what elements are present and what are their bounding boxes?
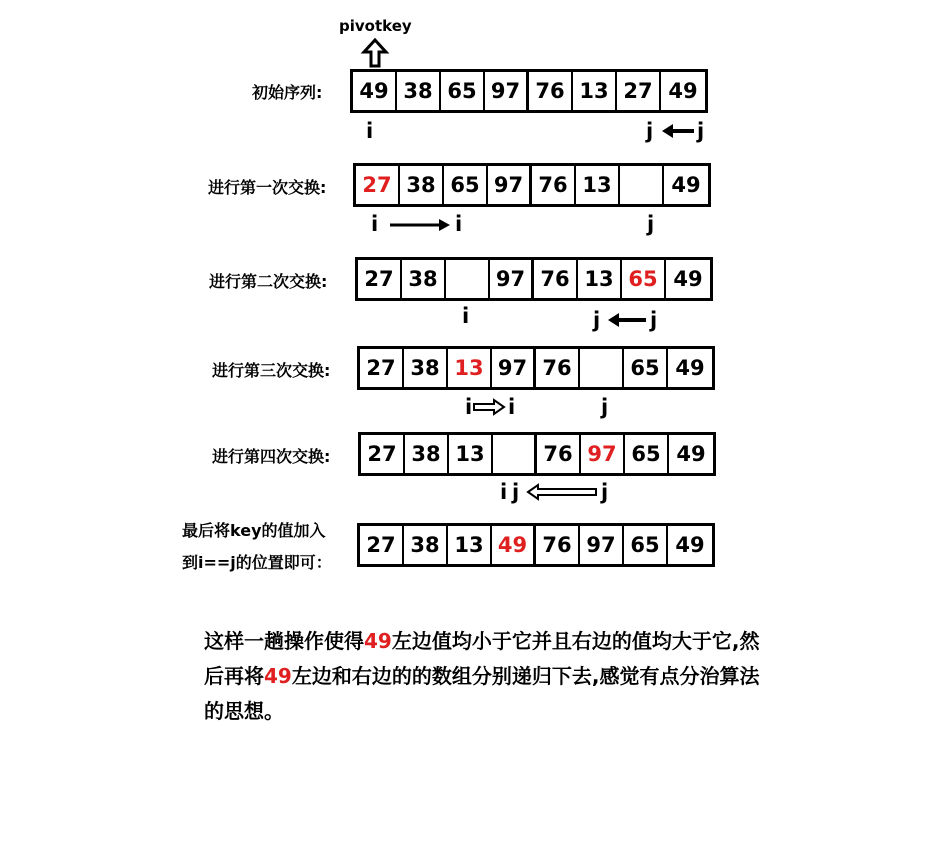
array-cell: 97: [490, 260, 534, 298]
note-text: 左边和右边的的数组分别递归下去,感觉有点分治算法: [291, 664, 760, 688]
array-cell: 27: [358, 260, 402, 298]
array-cell: 38: [400, 166, 444, 204]
array-cell: 49: [492, 526, 536, 564]
array-cell: 65: [624, 349, 668, 387]
marker-i: i: [500, 480, 508, 504]
sequence-row-second-swap: [355, 257, 713, 301]
conclusion-line-2: [204, 659, 759, 694]
note-text: 后再将: [204, 664, 264, 688]
note-text: 的思想。: [204, 699, 284, 723]
array-cell: 27: [617, 72, 661, 110]
sequence-row-first-swap: [353, 163, 711, 207]
array-cell: 49: [675, 356, 705, 380]
marker-i: i: [366, 119, 374, 143]
array-cell: 49: [673, 267, 703, 291]
array-cell: 27: [361, 435, 405, 473]
array-cell: 76: [534, 260, 578, 298]
array-cell: 38: [404, 349, 448, 387]
array-cell: 27: [356, 166, 400, 204]
conclusion-line-3: [204, 694, 284, 729]
array-cell: 27: [360, 349, 404, 387]
array-cell: 65: [441, 72, 485, 110]
sequence-row-initial: [350, 69, 708, 113]
array-cell: 13: [578, 260, 622, 298]
step-label-second-swap: 进行第二次交换:: [209, 272, 328, 291]
marker-i-new: i: [508, 395, 516, 419]
marker-j-new: j: [512, 480, 520, 504]
pivotkey-label: pivotkey: [339, 17, 412, 35]
conclusion-line-1: [204, 624, 759, 659]
array-cell: 65: [444, 166, 488, 204]
array-cell: 38: [404, 526, 448, 564]
marker-j: j: [650, 308, 658, 332]
array-cell: [493, 435, 537, 473]
array-cell: [580, 349, 624, 387]
sequence-row-third-swap: [357, 346, 715, 390]
note-highlight-number: 49: [364, 629, 392, 653]
array-cell: 97: [581, 435, 625, 473]
marker-i-new: i: [455, 212, 463, 236]
array-cell: 13: [449, 435, 493, 473]
sequence-row-final: [357, 523, 715, 567]
array-cell: [446, 260, 490, 298]
array-cell: 13: [573, 72, 617, 110]
step-label-final-line1: 最后将key的值加入: [182, 521, 326, 540]
array-cell: 76: [536, 526, 580, 564]
array-cell: 97: [485, 72, 529, 110]
sequence-row-fourth-swap: [358, 432, 716, 476]
array-cell: 13: [448, 526, 492, 564]
array-cell: 38: [405, 435, 449, 473]
array-cell: 76: [537, 435, 581, 473]
array-cell: 65: [624, 526, 668, 564]
array-cell: 49: [675, 533, 705, 557]
array-cell: 38: [397, 72, 441, 110]
array-cell: 49: [671, 173, 701, 197]
hollow-right-arrow-icon: [472, 399, 506, 415]
marker-i: i: [465, 395, 473, 419]
note-highlight-number: 49: [264, 664, 292, 688]
step-label-final-line2: 到i==j的位置即可：: [182, 553, 332, 572]
array-cell: 65: [625, 435, 669, 473]
pivot-up-arrow-icon: [362, 38, 388, 68]
left-arrow-icon: [662, 122, 696, 140]
marker-i: i: [462, 304, 470, 328]
note-text: 左边值均小于它并且右边的值均大于它,然: [391, 629, 760, 653]
array-cell: 65: [622, 260, 666, 298]
array-cell: 76: [532, 166, 576, 204]
step-label-fourth-swap: 进行第四次交换:: [212, 447, 331, 466]
marker-j: j: [601, 395, 609, 419]
array-cell: 49: [676, 442, 706, 466]
array-cell: [620, 166, 664, 204]
array-cell: 97: [492, 349, 536, 387]
array-cell: 27: [360, 526, 404, 564]
array-cell: 49: [353, 72, 397, 110]
left-arrow-icon: [608, 311, 648, 329]
marker-j-new: j: [697, 119, 705, 143]
marker-j: j: [647, 212, 655, 236]
right-arrow-icon: [388, 217, 452, 233]
step-label-initial: 初始序列:: [252, 83, 323, 102]
array-cell: 49: [668, 79, 698, 103]
hollow-left-arrow-icon: [526, 484, 598, 500]
marker-j: j: [646, 119, 654, 143]
step-label-first-swap: 进行第一次交换:: [208, 178, 327, 197]
marker-i: i: [371, 212, 379, 236]
marker-j: j: [601, 480, 609, 504]
array-cell: 97: [488, 166, 532, 204]
array-cell: 13: [448, 349, 492, 387]
array-cell: 38: [402, 260, 446, 298]
array-cell: 13: [576, 166, 620, 204]
marker-j-new: j: [593, 308, 601, 332]
step-label-third-swap: 进行第三次交换:: [212, 361, 331, 380]
note-text: 这样一趟操作使得: [204, 629, 364, 653]
array-cell: 76: [529, 72, 573, 110]
array-cell: 97: [580, 526, 624, 564]
array-cell: 76: [536, 349, 580, 387]
